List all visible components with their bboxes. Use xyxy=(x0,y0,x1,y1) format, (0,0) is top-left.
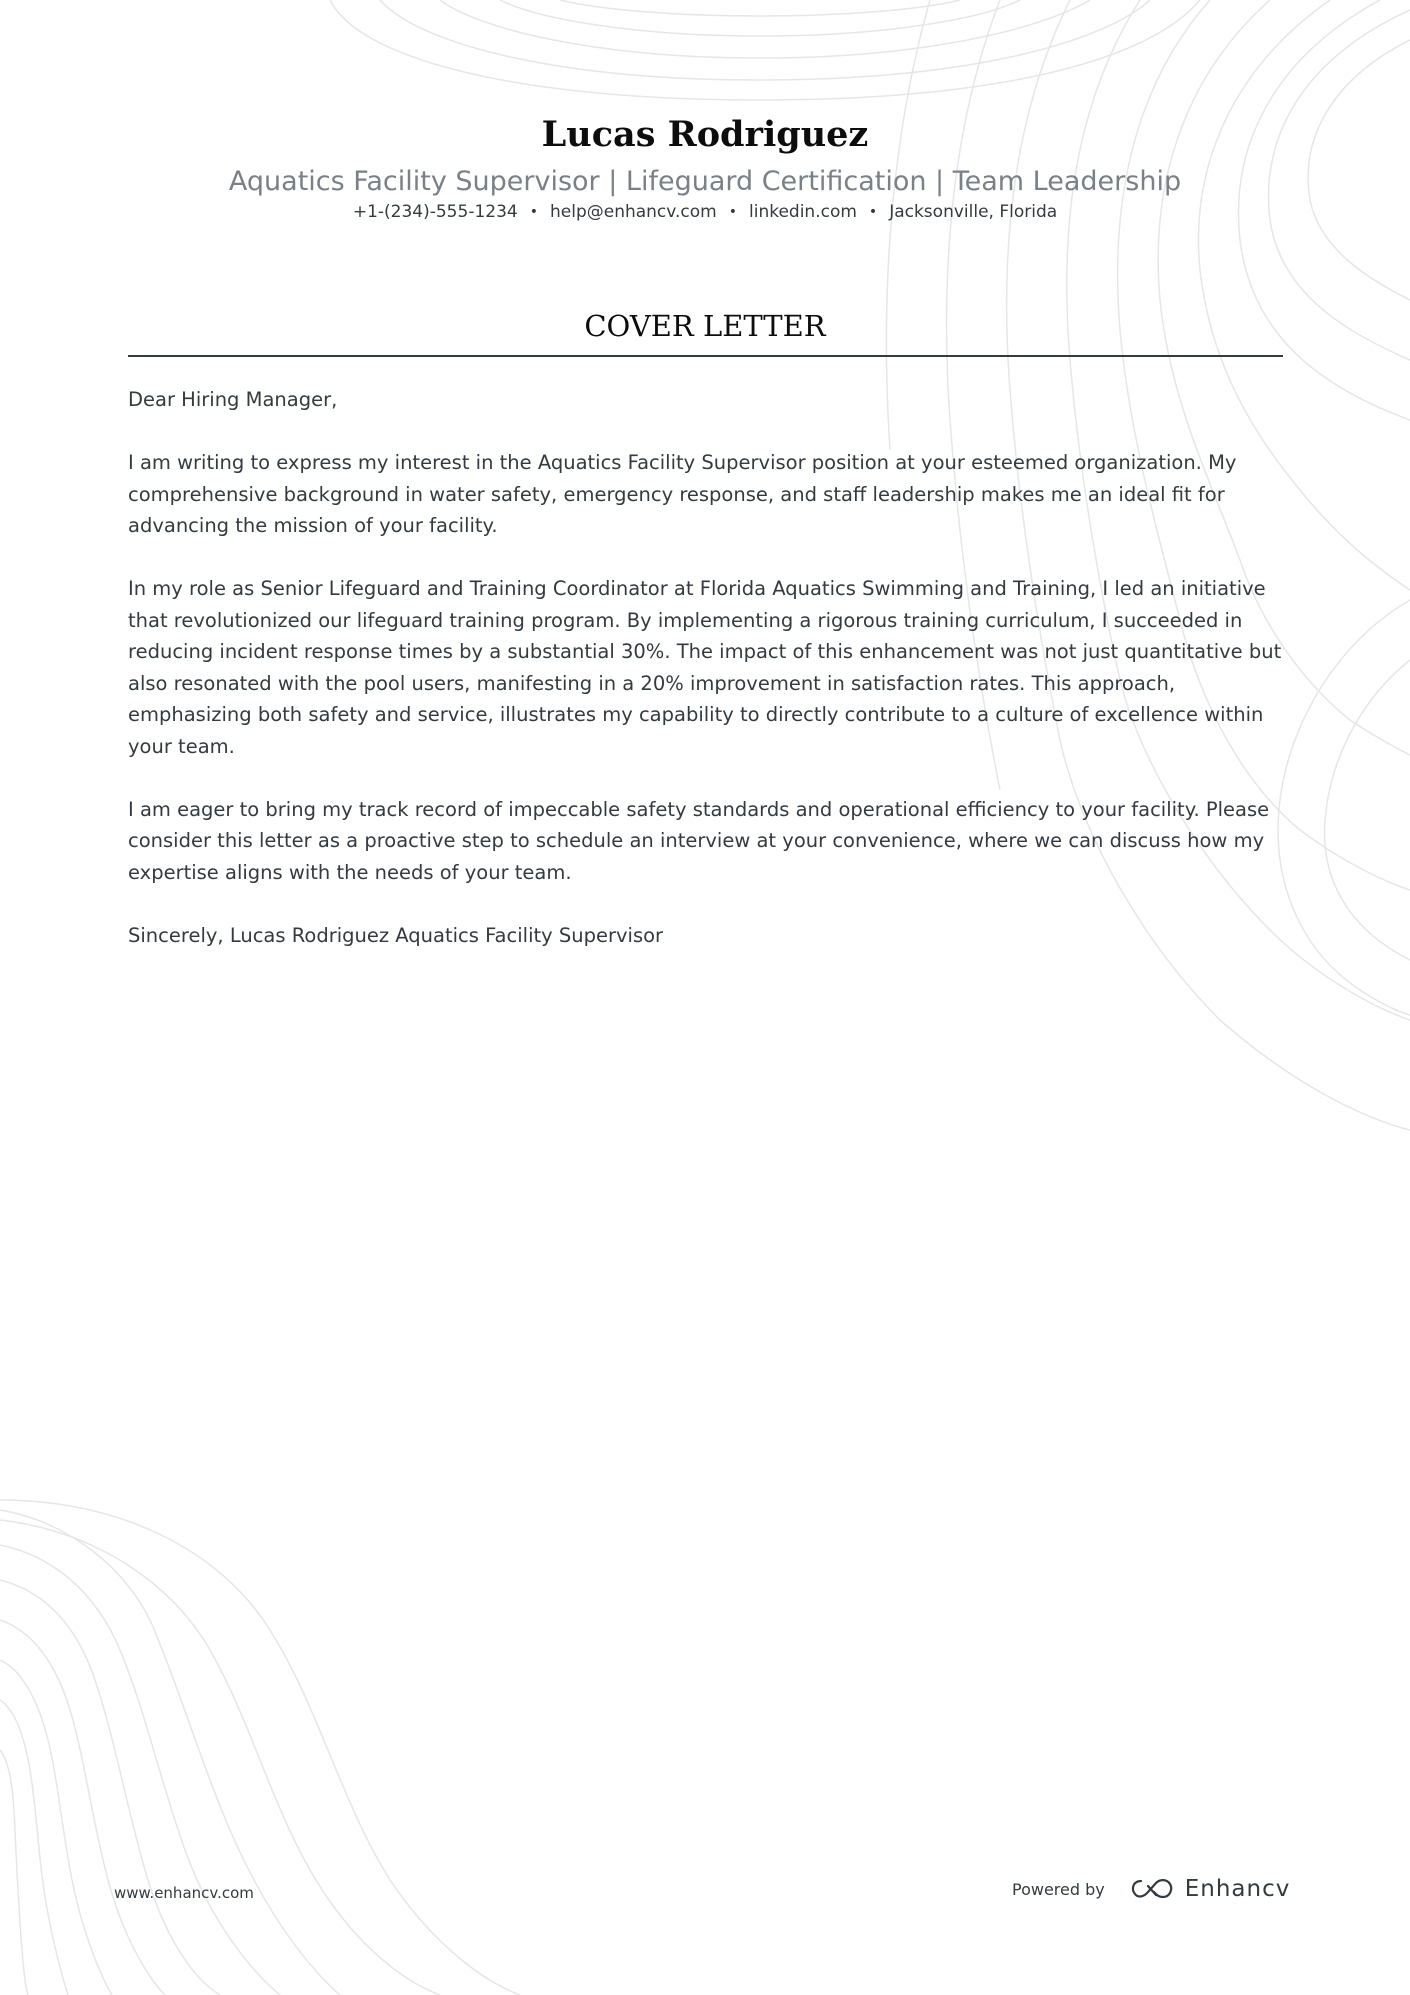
letter-closing: Sincerely, Lucas Rodriguez Aquatics Facility Supervisor xyxy=(128,923,664,947)
letter-paragraph-1: I am writing to express my interest in the Aquatics Facility Supervisor position at your esteemed organization. My comprehensive background in water safety, emergency response, and staff leadership makes me an ideal fit for advancing the mission of your facility. xyxy=(128,451,1237,537)
linkedin-link[interactable]: linkedin.com xyxy=(749,202,857,222)
candidate-title: Aquatics Facility Supervisor | Lifeguard Certification | Team Leadership xyxy=(228,166,1182,197)
powered-by-label: Powered by xyxy=(1012,1879,1105,1899)
letter-paragraph-3: I am eager to bring my track record of impeccable safety standards and operational efficiency to your facility. Please consider this letter as a proactive step to schedule an interview at your convenience, where we can discuss how my expertise aligns with the needs of your team. xyxy=(128,797,1270,884)
enhancv-brand-name: Enhancv xyxy=(1184,1876,1291,1902)
resume-header xyxy=(0,110,1410,223)
letter-greeting: Dear Hiring Manager, xyxy=(128,388,338,411)
separator-dot: • xyxy=(728,204,737,220)
footer-branding xyxy=(1012,1876,1290,1902)
email-address[interactable]: help@enhancv.com xyxy=(549,202,717,222)
section-title: COVER LETTER xyxy=(584,309,826,343)
location: Jacksonville, Florida xyxy=(889,202,1058,222)
contact-info xyxy=(0,201,1410,223)
separator-dot: • xyxy=(529,204,538,220)
separator-dot: • xyxy=(868,204,878,220)
enhancv-logo-icon xyxy=(1129,1877,1175,1901)
footer-website[interactable]: www.enhancv.com xyxy=(114,1884,254,1902)
letter-body xyxy=(128,384,1288,983)
letter-paragraph-2: In my role as Senior Lifeguard and Training Coordinator at Florida Aquatics Swimming and Training, I led an initiative that revolutionized our lifeguard training program. By implementing a rigorous training curriculum, I succeeded in reducing incident response times by a substantial 30%. The impact of this enhancement was not just quantitative but also resonated with the pool users, manifesting in a 20% improvement in satisfaction rates. This approach, emphasizing both safety and service, illustrates my capability to directly contribute to a culture of excellence within your team. xyxy=(128,577,1282,758)
phone-number: +1-(234)-555-1234 xyxy=(352,202,518,222)
candidate-name: Lucas Rodriguez xyxy=(541,114,869,155)
section-divider xyxy=(128,355,1283,357)
